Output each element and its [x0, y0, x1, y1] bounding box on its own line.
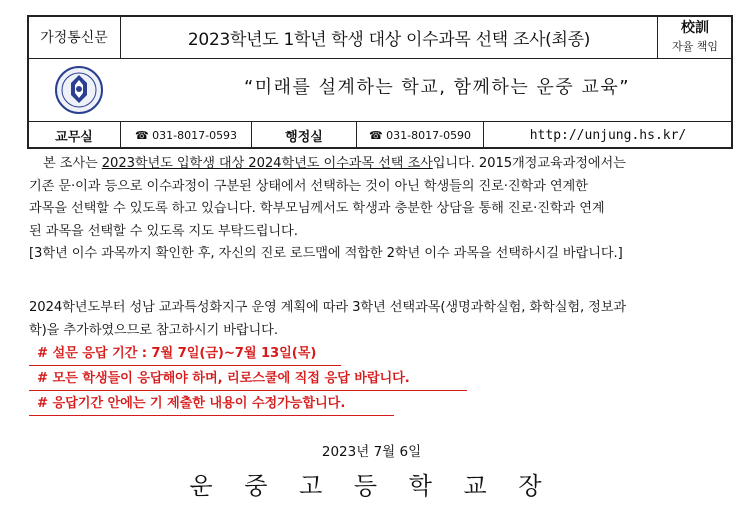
notice-body [29, 153, 735, 266]
office2-phone [356, 121, 484, 149]
office2-label: 행정실 [251, 121, 357, 149]
paragraph-line: 2024학년도부터 성남 교과특성화지구 운영 계획에 따라 3학년 선택과목(생명과학실험, 화학실험, 정보과 [29, 300, 627, 315]
notice-response-period: # 설문 응답 기간 : 7월 7일(금)~7월 13일(목) [37, 346, 317, 361]
motto-text: 자율 책임 [671, 39, 718, 53]
notice-all-students: # 모든 학생들이 응답해야 하며, 리로스쿨에 직접 응답 바랍니다. [37, 371, 410, 386]
underline [29, 415, 394, 416]
principal-signature: 운 중 고 등 학 교 장 [189, 472, 554, 500]
office1-label: 교무실 [27, 121, 121, 149]
paragraph-line: 기존 문·이과 등으로 이수과정이 구분된 상태에서 선택하는 것이 아닌 학생들의 진로·진학과 연계한 [29, 178, 588, 194]
survey-target-underlined: 2023학년도 입학생 대상 2024학년도 이수과목 선택 조사 [101, 156, 433, 171]
school-website-link[interactable]: http://unjung.hs.kr/ [483, 121, 733, 149]
notice-paragraph-2 [29, 297, 735, 342]
phone-icon: ☎ 031-8017-0593 [134, 128, 238, 142]
motto-title: 校訓 [681, 19, 709, 36]
office1-phone [120, 121, 252, 149]
school-emblem-icon [54, 65, 104, 115]
notice-editable: # 응답기간 안에는 기 제출한 내용이 수정가능합니다. [37, 396, 346, 411]
page-title: 2023학년도 1학년 학생 대상 이수과목 선택 조사(최종) [120, 15, 658, 59]
phone-icon: ☎ 031-8017-0590 [368, 128, 472, 142]
paragraph-line: [3학년 이수 과목까지 확인한 후, 자신의 진로 로드맵에 적합한 2학년 이수 과목을 선택하시길 바랍니다.] [29, 246, 623, 261]
school-motto-box [657, 15, 733, 59]
underline [29, 390, 467, 391]
paragraph-line: 된 과목을 선택할 수 있도록 지도 부탁드립니다. [29, 223, 298, 239]
newsletter-header [27, 15, 733, 149]
underline [29, 365, 341, 366]
paragraph-line: 과목을 선택할 수 있도록 하고 있습니다. 학부모님께서도 학생과 충분한 상담을 통해 진로·진학과 연계 [29, 201, 605, 216]
newsletter-label: 가정통신문 [27, 15, 121, 59]
school-slogan: “미래를 설계하는 학교, 함께하는 운중 교육” [243, 77, 631, 98]
issue-date: 2023년 7월 6일 [321, 444, 422, 460]
paragraph-line: 학)을 추가하였으므로 참고하시기 바랍니다. [29, 322, 278, 338]
paragraph-line: 본 조사는 2023학년도 입학생 대상 2024학년도 이수과목 선택 조사입니다. 2015개정교육과정에서는 [43, 156, 626, 171]
